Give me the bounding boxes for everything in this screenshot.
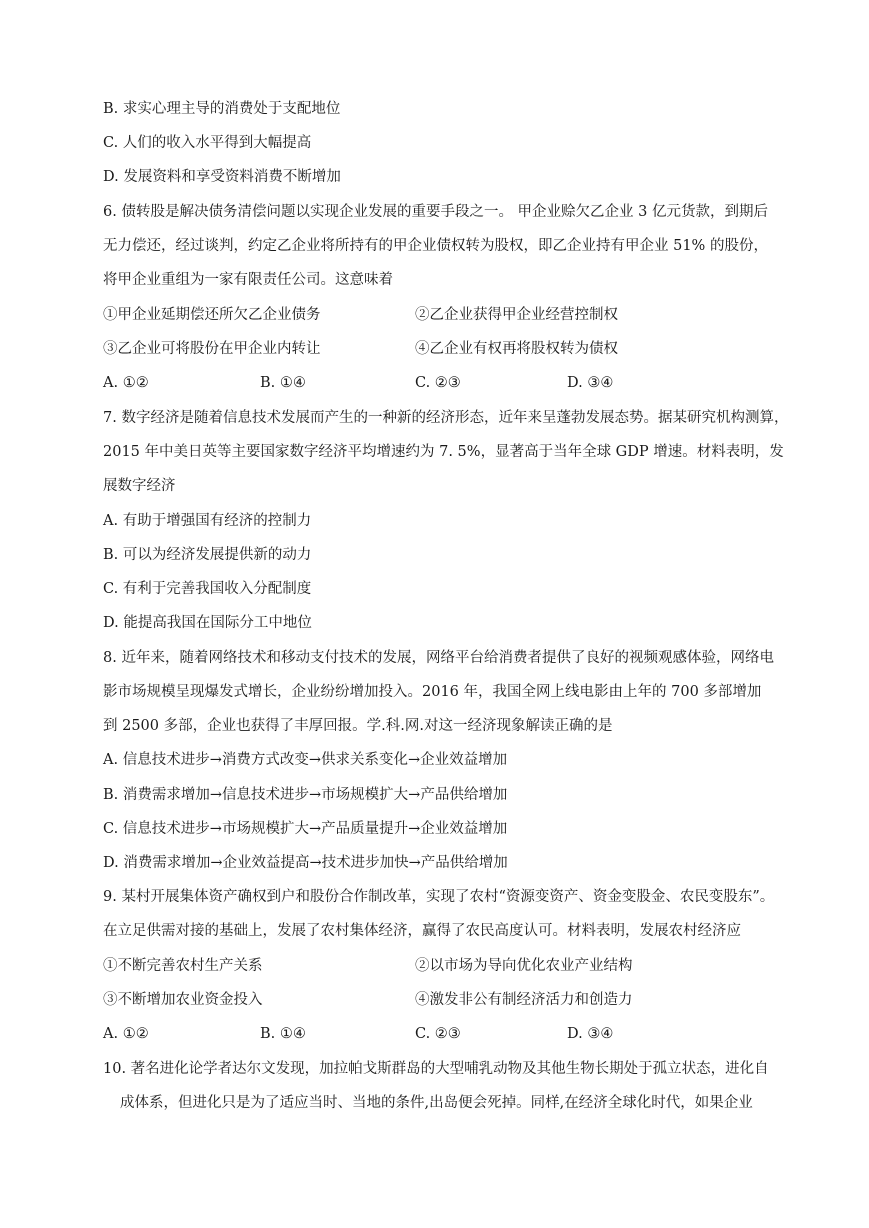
- q7-option-b: B. 可以为经济发展提供新的动力: [103, 547, 312, 563]
- q6-stem-line-2: 无力偿还，经过谈判，约定乙企业将所持有的甲企业债权转为股权，即乙企业持有甲企业 51% 的股份，: [103, 238, 768, 254]
- q6-stem-line-3: 将甲企业重组为一家有限责任公司。这意味着: [103, 272, 393, 288]
- q8-option-c: C. 信息技术进步→市场规模扩大→产品质量提升→企业效益增加: [103, 821, 508, 837]
- q6-stem-line-1: 6. 债转股是解决债务清偿问题以实现企业发展的重要手段之一。 甲企业赊欠乙企业 3 亿元货款，到期后: [103, 204, 768, 220]
- q6-choice-c: C. ②③: [415, 375, 461, 391]
- q8-option-d: D. 消费需求增加→企业效益提高→技术进步加快→产品供给增加: [103, 855, 508, 871]
- q9-statement-1: ①不断完善农村生产关系: [103, 958, 263, 974]
- q8-option-b: B. 消费需求增加→信息技术进步→市场规模扩大→产品供给增加: [103, 787, 508, 803]
- q7-stem-line-3: 展数字经济: [103, 478, 176, 494]
- q5-option-b: B. 求实心理主导的消费处于支配地位: [103, 101, 341, 117]
- q7-stem-line-1: 7. 数字经济是随着信息技术发展而产生的一种新的经济形态，近年来呈蓬勃发展态势。据某研究机构测算，: [103, 410, 789, 426]
- q10-stem-line-2: 成体系，但进化只是为了适应当时、当地的条件,出岛便会死掉。同样,在经济全球化时代，如果企业: [120, 1095, 753, 1111]
- q9-statement-4: ④激发非公有制经济活力和创造力: [415, 992, 633, 1008]
- q7-option-d: D. 能提高我国在国际分工中地位: [103, 615, 312, 631]
- q8-stem-line-2: 影市场规模呈现爆发式增长，企业纷纷增加投入。2016 年，我国全网上线电影由上年的 700 多部增加: [103, 684, 762, 700]
- q6-statement-3: ③乙企业可将股份在甲企业内转让: [103, 341, 321, 357]
- q9-statement-3: ③不断增加农业资金投入: [103, 992, 263, 1008]
- q9-choice-d: D. ③④: [567, 1026, 614, 1042]
- q6-choice-a: A. ①②: [103, 375, 149, 391]
- q9-stem-line-1: 9. 某村开展集体资产确权到户和股份合作制改革，实现了农村“资源变资产、资金变股金、农民变股东”。: [103, 889, 775, 905]
- q6-statement-1: ①甲企业延期偿还所欠乙企业债务: [103, 307, 321, 323]
- q5-option-c: C. 人们的收入水平得到大幅提高: [103, 135, 312, 151]
- q6-statement-2: ②乙企业获得甲企业经营控制权: [415, 307, 618, 323]
- q7-option-a: A. 有助于增强国有经济的控制力: [103, 513, 312, 529]
- q9-choice-c: C. ②③: [415, 1026, 461, 1042]
- q5-option-d: D. 发展资料和享受资料消费不断增加: [103, 169, 341, 185]
- q7-stem-line-2: 2015 年中美日英等主要国家数字经济平均增速约为 7. 5%，显著高于当年全球 GDP 增速。材料表明，发: [103, 444, 784, 460]
- q6-choice-d: D. ③④: [567, 375, 614, 391]
- q8-option-a: A. 信息技术进步→消费方式改变→供求关系变化→企业效益增加: [103, 752, 508, 768]
- q8-stem-line-3: 到 2500 多部，企业也获得了丰厚回报。学.科.网.对这一经济现象解读正确的是: [103, 718, 613, 734]
- q9-choice-a: A. ①②: [103, 1026, 149, 1042]
- q8-stem-line-1: 8. 近年来，随着网络技术和移动支付技术的发展，网络平台给消费者提供了良好的视频观感体验，网络电: [103, 650, 774, 666]
- q9-choice-b: B. ①④: [260, 1026, 306, 1042]
- q9-stem-line-2: 在立足供需对接的基础上，发展了农村集体经济，赢得了农民高度认可。材料表明，发展农村经济应: [103, 923, 741, 939]
- q7-option-c: C. 有利于完善我国收入分配制度: [103, 581, 312, 597]
- q6-statement-4: ④乙企业有权再将股权转为债权: [415, 341, 618, 357]
- q9-statement-2: ②以市场为导向优化农业产业结构: [415, 958, 633, 974]
- q6-choice-b: B. ①④: [260, 375, 306, 391]
- q10-stem-line-1: 10. 著名进化论学者达尔文发现，加拉帕戈斯群岛的大型哺乳动物及其他生物长期处于孤立状态，进化自: [103, 1061, 769, 1077]
